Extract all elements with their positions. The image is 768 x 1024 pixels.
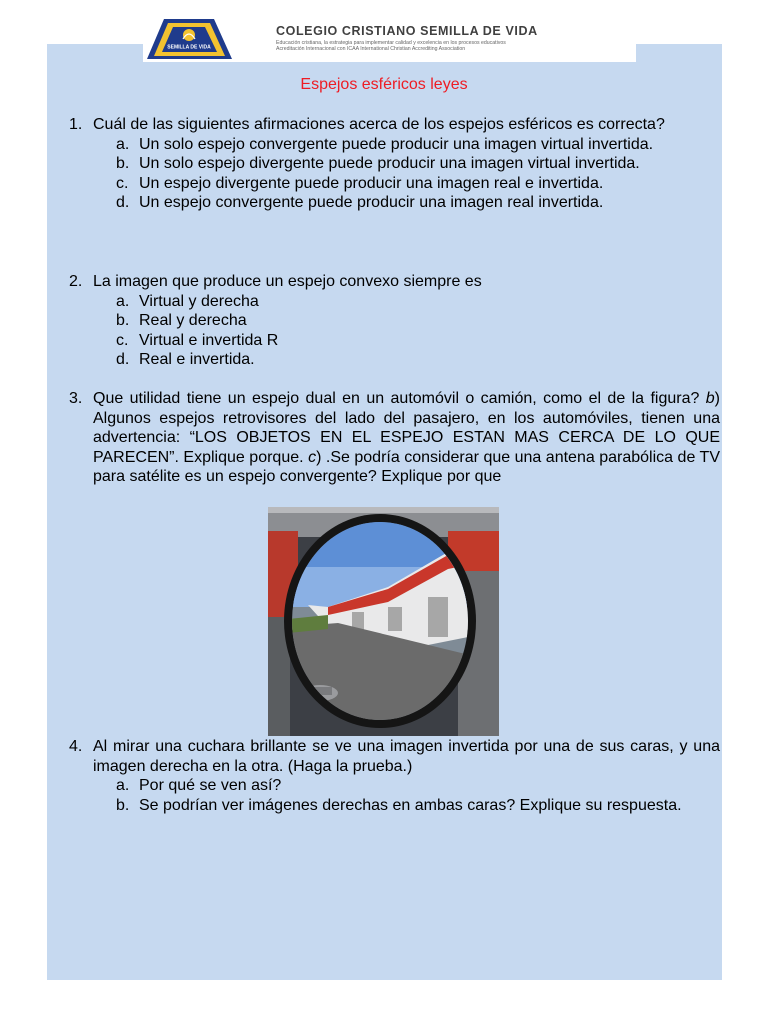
- question-number: 4.: [69, 738, 83, 755]
- option-list: [63, 292, 720, 370]
- question-number: 3.: [69, 390, 83, 407]
- option-item: [63, 331, 720, 351]
- question-text: La imagen que produce un espejo convexo siempre es: [93, 273, 482, 290]
- option-letter: a.: [116, 777, 130, 794]
- school-logo-icon: [144, 15, 234, 62]
- option-item: [63, 135, 720, 155]
- option-text: Real e invertida.: [139, 351, 255, 368]
- question-text: [93, 389, 720, 487]
- option-item: [63, 796, 720, 816]
- option-letter: c.: [116, 174, 129, 192]
- option-letter: a.: [116, 292, 130, 310]
- school-subtitle: Educación cristiana, la estrategia para implementar calidad y excelencia en los procesos educativos Acreditación Internacional con ICAA International Christian Accrediting Association: [276, 40, 506, 53]
- option-letter: b.: [116, 312, 130, 329]
- question-number: 2.: [69, 273, 83, 290]
- question-text-part: ) Algunos espejos retrovisores del lado del pasajero, en los automóviles, tienen una advertencia: “LOS OBJETOS EN EL ESPEJO ESTAN MAS CERCA DE LO QUE PARECEN”. Explique porque.: [93, 390, 720, 466]
- question-2: [63, 272, 720, 370]
- option-text: Virtual e invertida R: [139, 331, 279, 349]
- question-text: Al mirar una cuchara brillante se ve una imagen invertida por una de sus caras, y una imagen derecha en la otra. (Haga la prueba.): [93, 738, 720, 775]
- option-text: Un espejo divergente puede producir una imagen real e invertida.: [139, 174, 604, 192]
- mirror-photo: [268, 507, 499, 736]
- option-letter: d.: [116, 351, 130, 368]
- question-1: [63, 115, 720, 213]
- option-text: Se podrían ver imágenes derechas en ambas caras? Explique su respuesta.: [139, 796, 682, 814]
- option-letter: c.: [116, 331, 129, 349]
- option-text: Por qué se ven así?: [139, 777, 282, 794]
- option-letter: d.: [116, 194, 130, 211]
- page-title: Espejos esféricos leyes: [300, 76, 468, 93]
- option-text: Un solo espejo convergente puede producir una imagen virtual invertida.: [139, 135, 654, 153]
- logo-text: SEMILLA DE VIDA: [167, 44, 211, 51]
- option-item: [63, 311, 720, 331]
- option-letter: b.: [116, 155, 130, 172]
- option-list: [63, 135, 720, 213]
- sub-letter: b: [705, 390, 715, 407]
- option-item: [63, 154, 720, 174]
- option-text: Un espejo convergente puede producir una imagen real invertida.: [139, 194, 604, 211]
- question-3: [63, 389, 720, 487]
- question-text: Cuál de las siguientes afirmaciones acerca de los espejos esféricos es correcta?: [93, 116, 665, 133]
- option-text: Real y derecha: [139, 312, 247, 329]
- option-item: [63, 292, 720, 312]
- question-text-part: Que utilidad tiene un espejo dual en un automóvil o camión, como el de la figura?: [93, 390, 706, 407]
- question-4: [63, 737, 720, 815]
- sub-letter: c: [308, 448, 317, 466]
- school-header: [143, 14, 636, 62]
- option-item: [63, 350, 720, 370]
- option-text: Un solo espejo divergente puede producir una imagen virtual invertida.: [139, 155, 640, 172]
- option-item: [63, 193, 720, 213]
- option-item: [63, 174, 720, 194]
- question-number: 1.: [69, 116, 83, 133]
- option-text: Virtual y derecha: [139, 292, 259, 310]
- school-name: COLEGIO CRISTIANO SEMILLA DE VIDA: [276, 24, 538, 38]
- option-list: [63, 776, 720, 815]
- question-text-part: ) .Se podría considerar que una antena parabólica de TV para satélite es un espejo convergente? Explique por que: [93, 448, 721, 485]
- option-item: [63, 776, 720, 796]
- option-letter: b.: [116, 796, 130, 814]
- option-letter: a.: [116, 135, 130, 153]
